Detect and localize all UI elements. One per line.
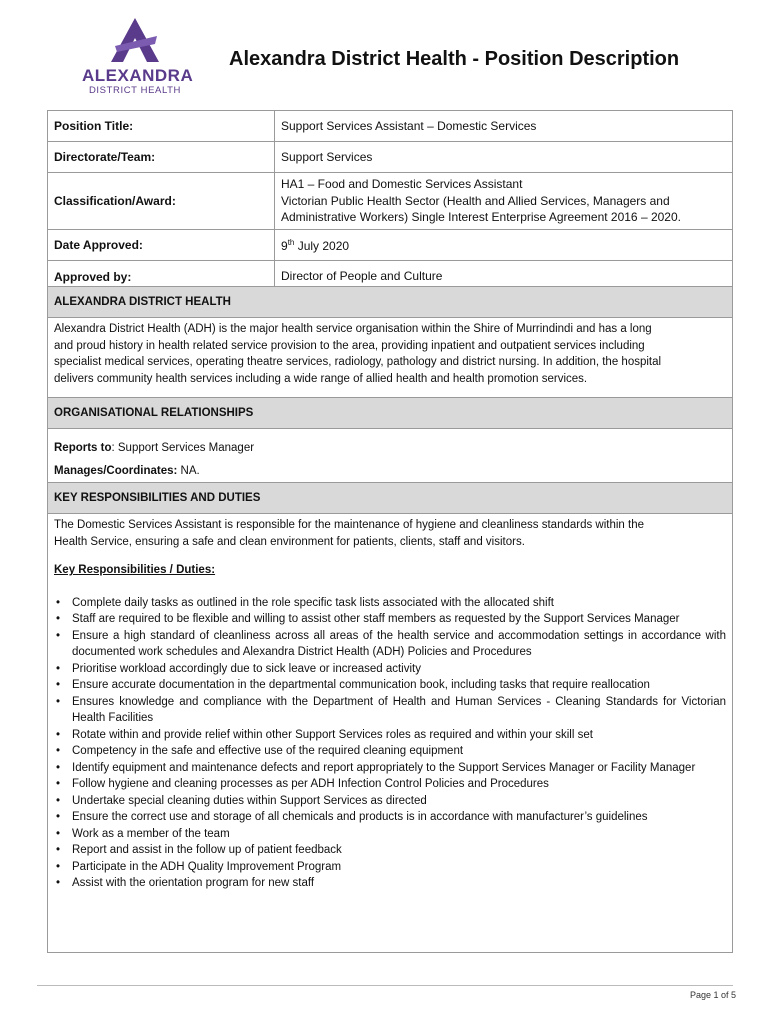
list-item: • Undertake special cleaning duties within Support Services as directed (72, 793, 726, 810)
intro-line: The Domestic Services Assistant is responsible for the maintenance of hygiene and cleanliness standards within the (54, 519, 645, 531)
list-item: • Ensure the correct use and storage of all chemicals and products is in accordance with manufacturer’s guidelines (72, 809, 726, 826)
manages (54, 460, 726, 483)
table-row (48, 111, 733, 142)
adh-section (47, 286, 733, 398)
directorate-value: Support Services (275, 142, 733, 173)
list-item: • Prioritise workload accordingly due to sick leave or increased activity (72, 661, 726, 678)
position-title-label: Position Title: (48, 111, 275, 142)
date-day: 9 (281, 239, 288, 254)
logo-mark-icon (107, 16, 163, 64)
list-item: • Rotate within and provide relief within other Support Services roles as required and within your skill set (72, 727, 726, 744)
list-item: • Work as a member of the team (72, 826, 726, 843)
body-line: delivers community health services including a wide range of allied health and health promotion services. (54, 372, 588, 385)
position-info-table (47, 110, 733, 293)
date-approved-label: Date Approved: (48, 230, 275, 261)
organisation-logo (82, 16, 194, 98)
date-approved-value (275, 230, 733, 261)
logo-name: ALEXANDRA (82, 66, 194, 85)
position-title-value: Support Services Assistant – Domestic Services (275, 111, 733, 142)
reports-to-label: Reports to (54, 442, 112, 454)
body-line: specialist medical services, operating theatre services, radiology, pathology and district nursing. In addition, the hospital (54, 356, 662, 368)
footer-divider (37, 985, 733, 986)
duties-list-heading: Key Responsibilities / Duties: (54, 564, 216, 576)
section-heading: ORGANISATIONAL RELATIONSHIPS (48, 398, 732, 429)
duties-list (54, 595, 726, 892)
body-line: Alexandra District Health (ADH) is the major health service organisation within the Shire of Murrindindi and has a long (54, 323, 652, 335)
list-item: • Complete daily tasks as outlined in the role specific task lists associated with the allocated shift (72, 595, 726, 612)
reports-to-value: : Support Services Manager (111, 442, 255, 454)
list-item: • Ensure a high standard of cleanliness across all areas of the health service and accommodation settings in accordance with documented work schedules and Alexandra District Health (ADH) Policies and Procedures (72, 628, 726, 661)
section-heading: KEY RESPONSIBILITIES AND DUTIES (48, 483, 732, 514)
list-item: • Ensures knowledge and compliance with the Department of Health and Human Services - Cleaning Standards for Victorian Health Facilities (72, 694, 726, 727)
list-item: • Competency in the safe and effective use of the required cleaning equipment (72, 743, 726, 760)
table-row (48, 230, 733, 261)
approved-by-label: Approved by: (48, 261, 275, 293)
list-item: • Participate in the ADH Quality Improvement Program (72, 859, 726, 876)
classification-line: Victorian Public Health Sector (Health and Allied Services, Managers and (281, 193, 670, 208)
date-month-year: July 2020 (294, 239, 350, 254)
section-heading: ALEXANDRA DISTRICT HEALTH (48, 287, 732, 318)
section-body (48, 318, 732, 390)
list-item: • Staff are required to be flexible and willing to assist other staff members as requested by the Support Services Manager (72, 611, 726, 628)
org-relationships-section (47, 397, 733, 483)
classification-value (275, 173, 733, 230)
list-item: • Identify equipment and maintenance defects and report appropriately to the Support Services Manager or Facility Manager (72, 760, 726, 777)
table-row (48, 173, 733, 230)
list-item: • Report and assist in the follow up of patient feedback (72, 842, 726, 859)
document-title: Alexandra District Health - Position Description (229, 48, 680, 70)
classification-label: Classification/Award: (48, 173, 275, 230)
approved-by-value: Director of People and Culture (275, 261, 733, 293)
list-item: • Assist with the orientation program for new staff (72, 875, 726, 892)
body-line: and proud history in health related service provision to the area, providing inpatient and outpatient services including (54, 339, 645, 352)
classification-line: Administrative Workers) Single Interest Enterprise Agreement 2016 – 2020. (281, 210, 681, 225)
date-suffix: th (287, 238, 295, 248)
section-body (48, 514, 732, 895)
page-number: Page 1 of 5 (689, 990, 736, 1000)
logo-subtitle: DISTRICT HEALTH (88, 85, 182, 96)
manages-value: NA. (177, 465, 200, 477)
responsibilities-section (47, 482, 733, 953)
reports-to (54, 437, 726, 460)
directorate-label: Directorate/Team: (48, 142, 275, 173)
manages-label: Manages/Coordinates: (54, 465, 178, 477)
intro-line: Health Service, ensuring a safe and clean environment for patients, clients, staff and visitors. (54, 535, 525, 548)
list-item: • Ensure accurate documentation in the departmental communication book, including tasks that require reallocation (72, 677, 726, 694)
list-item: • Follow hygiene and cleaning processes as per ADH Infection Control Policies and Procedures (72, 776, 726, 793)
classification-line: HA1 – Food and Domestic Services Assistant (281, 177, 523, 192)
section-body (48, 429, 732, 486)
table-row (48, 142, 733, 173)
